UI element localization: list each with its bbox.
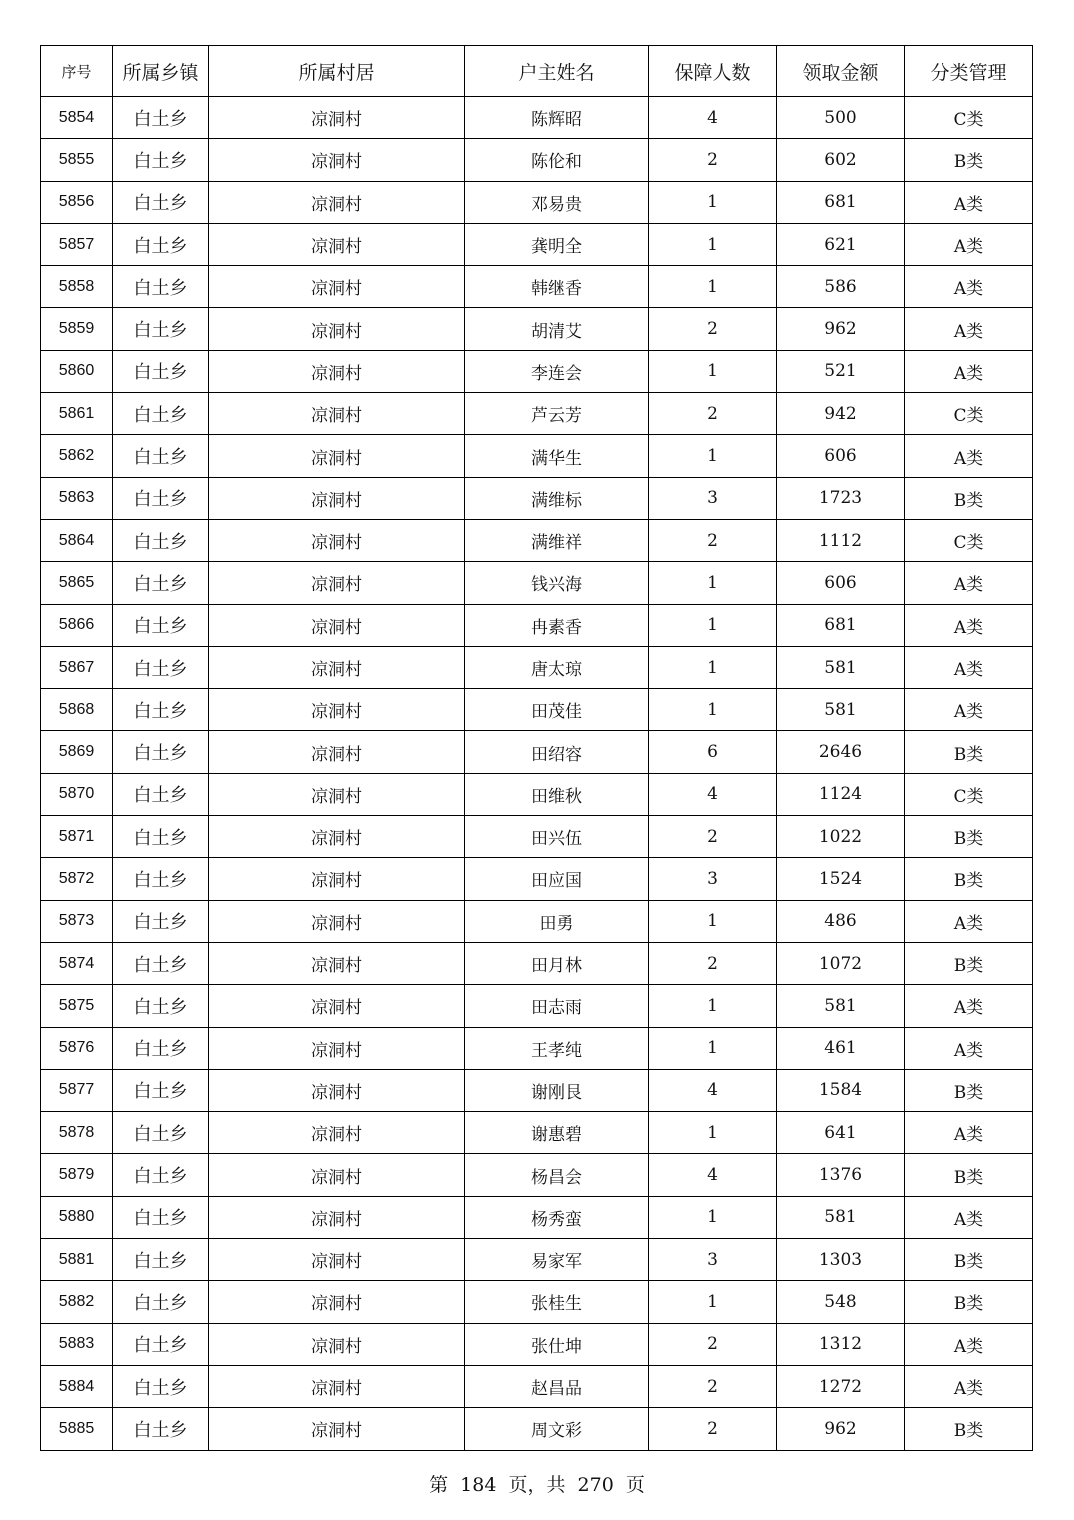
town-cell: 白土乡 bbox=[113, 435, 209, 477]
table-row bbox=[41, 900, 1033, 942]
category-cell: B类 bbox=[905, 1069, 1033, 1111]
category-cell: A类 bbox=[905, 604, 1033, 646]
householder-cell: 满华生 bbox=[465, 435, 649, 477]
persons-cell: 3 bbox=[649, 477, 777, 519]
seq-cell: 5854 bbox=[41, 97, 113, 139]
village-cell: 凉洞村 bbox=[209, 308, 465, 350]
table-row bbox=[41, 97, 1033, 139]
village-cell: 凉洞村 bbox=[209, 1069, 465, 1111]
seq-cell: 5862 bbox=[41, 435, 113, 477]
persons-cell: 1 bbox=[649, 1027, 777, 1069]
village-cell: 凉洞村 bbox=[209, 181, 465, 223]
village-cell: 凉洞村 bbox=[209, 646, 465, 688]
amount-cell: 1072 bbox=[777, 942, 905, 984]
table-row bbox=[41, 1408, 1033, 1450]
category-cell: B类 bbox=[905, 731, 1033, 773]
amount-cell: 1022 bbox=[777, 816, 905, 858]
amount-cell: 1584 bbox=[777, 1069, 905, 1111]
town-cell: 白土乡 bbox=[113, 350, 209, 392]
town-cell: 白土乡 bbox=[113, 900, 209, 942]
town-cell: 白土乡 bbox=[113, 477, 209, 519]
amount-cell: 586 bbox=[777, 266, 905, 308]
category-cell: A类 bbox=[905, 435, 1033, 477]
persons-cell: 4 bbox=[649, 1154, 777, 1196]
village-cell: 凉洞村 bbox=[209, 266, 465, 308]
seq-cell: 5861 bbox=[41, 393, 113, 435]
relief-table bbox=[40, 45, 1033, 1451]
seq-cell: 5885 bbox=[41, 1408, 113, 1450]
amount-cell: 1723 bbox=[777, 477, 905, 519]
village-cell: 凉洞村 bbox=[209, 773, 465, 815]
amount-cell: 500 bbox=[777, 97, 905, 139]
persons-cell: 1 bbox=[649, 985, 777, 1027]
seq-cell: 5859 bbox=[41, 308, 113, 350]
town-cell: 白土乡 bbox=[113, 223, 209, 265]
persons-cell: 1 bbox=[649, 266, 777, 308]
persons-cell: 1 bbox=[649, 646, 777, 688]
persons-cell: 1 bbox=[649, 350, 777, 392]
householder-cell: 杨昌会 bbox=[465, 1154, 649, 1196]
householder-cell: 田兴伍 bbox=[465, 816, 649, 858]
category-cell: A类 bbox=[905, 1196, 1033, 1238]
category-cell: B类 bbox=[905, 942, 1033, 984]
village-cell: 凉洞村 bbox=[209, 97, 465, 139]
town-cell: 白土乡 bbox=[113, 97, 209, 139]
householder-cell: 田应国 bbox=[465, 858, 649, 900]
householder-cell: 韩继香 bbox=[465, 266, 649, 308]
table-row bbox=[41, 562, 1033, 604]
table-row bbox=[41, 1112, 1033, 1154]
persons-cell: 2 bbox=[649, 139, 777, 181]
category-cell: B类 bbox=[905, 1408, 1033, 1450]
table-row bbox=[41, 1239, 1033, 1281]
seq-cell: 5880 bbox=[41, 1196, 113, 1238]
header-village: 所属村居 bbox=[209, 46, 465, 97]
village-cell: 凉洞村 bbox=[209, 1323, 465, 1365]
householder-cell: 芦云芳 bbox=[465, 393, 649, 435]
persons-cell: 2 bbox=[649, 942, 777, 984]
town-cell: 白土乡 bbox=[113, 1365, 209, 1407]
amount-cell: 2646 bbox=[777, 731, 905, 773]
village-cell: 凉洞村 bbox=[209, 223, 465, 265]
category-cell: A类 bbox=[905, 985, 1033, 1027]
category-cell: A类 bbox=[905, 223, 1033, 265]
householder-cell: 钱兴海 bbox=[465, 562, 649, 604]
seq-cell: 5867 bbox=[41, 646, 113, 688]
header-category: 分类管理 bbox=[905, 46, 1033, 97]
category-cell: B类 bbox=[905, 858, 1033, 900]
category-cell: A类 bbox=[905, 350, 1033, 392]
town-cell: 白土乡 bbox=[113, 139, 209, 181]
seq-cell: 5873 bbox=[41, 900, 113, 942]
seq-cell: 5884 bbox=[41, 1365, 113, 1407]
category-cell: B类 bbox=[905, 477, 1033, 519]
table-row bbox=[41, 1154, 1033, 1196]
village-cell: 凉洞村 bbox=[209, 477, 465, 519]
householder-cell: 邓易贵 bbox=[465, 181, 649, 223]
amount-cell: 1272 bbox=[777, 1365, 905, 1407]
amount-cell: 486 bbox=[777, 900, 905, 942]
amount-cell: 1376 bbox=[777, 1154, 905, 1196]
householder-cell: 田茂佳 bbox=[465, 689, 649, 731]
persons-cell: 3 bbox=[649, 1239, 777, 1281]
householder-cell: 杨秀蛮 bbox=[465, 1196, 649, 1238]
category-cell: A类 bbox=[905, 1365, 1033, 1407]
seq-cell: 5883 bbox=[41, 1323, 113, 1365]
table-header-row bbox=[41, 46, 1033, 97]
village-cell: 凉洞村 bbox=[209, 1408, 465, 1450]
persons-cell: 4 bbox=[649, 773, 777, 815]
persons-cell: 1 bbox=[649, 1112, 777, 1154]
table-row bbox=[41, 139, 1033, 181]
amount-cell: 606 bbox=[777, 562, 905, 604]
village-cell: 凉洞村 bbox=[209, 1112, 465, 1154]
persons-cell: 1 bbox=[649, 435, 777, 477]
header-amount: 领取金额 bbox=[777, 46, 905, 97]
amount-cell: 581 bbox=[777, 985, 905, 1027]
village-cell: 凉洞村 bbox=[209, 858, 465, 900]
householder-cell: 王孝纯 bbox=[465, 1027, 649, 1069]
town-cell: 白土乡 bbox=[113, 689, 209, 731]
householder-cell: 周文彩 bbox=[465, 1408, 649, 1450]
table-row bbox=[41, 1027, 1033, 1069]
persons-cell: 2 bbox=[649, 816, 777, 858]
town-cell: 白土乡 bbox=[113, 1323, 209, 1365]
persons-cell: 2 bbox=[649, 393, 777, 435]
category-cell: B类 bbox=[905, 816, 1033, 858]
town-cell: 白土乡 bbox=[113, 266, 209, 308]
amount-cell: 1312 bbox=[777, 1323, 905, 1365]
persons-cell: 1 bbox=[649, 689, 777, 731]
persons-cell: 6 bbox=[649, 731, 777, 773]
table-row bbox=[41, 942, 1033, 984]
householder-cell: 赵昌品 bbox=[465, 1365, 649, 1407]
persons-cell: 1 bbox=[649, 1281, 777, 1323]
seq-cell: 5869 bbox=[41, 731, 113, 773]
amount-cell: 602 bbox=[777, 139, 905, 181]
town-cell: 白土乡 bbox=[113, 1408, 209, 1450]
category-cell: A类 bbox=[905, 562, 1033, 604]
seq-cell: 5882 bbox=[41, 1281, 113, 1323]
town-cell: 白土乡 bbox=[113, 1112, 209, 1154]
table-row bbox=[41, 308, 1033, 350]
header-town: 所属乡镇 bbox=[113, 46, 209, 97]
town-cell: 白土乡 bbox=[113, 942, 209, 984]
amount-cell: 1112 bbox=[777, 519, 905, 561]
town-cell: 白土乡 bbox=[113, 604, 209, 646]
table-row bbox=[41, 477, 1033, 519]
amount-cell: 606 bbox=[777, 435, 905, 477]
householder-cell: 谢惠碧 bbox=[465, 1112, 649, 1154]
table-row bbox=[41, 816, 1033, 858]
persons-cell: 4 bbox=[649, 1069, 777, 1111]
persons-cell: 2 bbox=[649, 308, 777, 350]
village-cell: 凉洞村 bbox=[209, 985, 465, 1027]
table-row bbox=[41, 1323, 1033, 1365]
village-cell: 凉洞村 bbox=[209, 393, 465, 435]
village-cell: 凉洞村 bbox=[209, 604, 465, 646]
table-row bbox=[41, 266, 1033, 308]
village-cell: 凉洞村 bbox=[209, 942, 465, 984]
category-cell: A类 bbox=[905, 1112, 1033, 1154]
seq-cell: 5870 bbox=[41, 773, 113, 815]
householder-cell: 田维秋 bbox=[465, 773, 649, 815]
amount-cell: 681 bbox=[777, 181, 905, 223]
seq-cell: 5857 bbox=[41, 223, 113, 265]
category-cell: C类 bbox=[905, 519, 1033, 561]
table-row bbox=[41, 985, 1033, 1027]
village-cell: 凉洞村 bbox=[209, 900, 465, 942]
householder-cell: 易家军 bbox=[465, 1239, 649, 1281]
category-cell: B类 bbox=[905, 1239, 1033, 1281]
village-cell: 凉洞村 bbox=[209, 689, 465, 731]
seq-cell: 5860 bbox=[41, 350, 113, 392]
town-cell: 白土乡 bbox=[113, 858, 209, 900]
village-cell: 凉洞村 bbox=[209, 435, 465, 477]
table-row bbox=[41, 223, 1033, 265]
householder-cell: 田月林 bbox=[465, 942, 649, 984]
seq-cell: 5878 bbox=[41, 1112, 113, 1154]
category-cell: B类 bbox=[905, 1281, 1033, 1323]
amount-cell: 962 bbox=[777, 308, 905, 350]
amount-cell: 1124 bbox=[777, 773, 905, 815]
householder-cell: 唐太琼 bbox=[465, 646, 649, 688]
seq-cell: 5881 bbox=[41, 1239, 113, 1281]
category-cell: A类 bbox=[905, 1323, 1033, 1365]
village-cell: 凉洞村 bbox=[209, 1196, 465, 1238]
town-cell: 白土乡 bbox=[113, 646, 209, 688]
village-cell: 凉洞村 bbox=[209, 1239, 465, 1281]
village-cell: 凉洞村 bbox=[209, 1154, 465, 1196]
amount-cell: 621 bbox=[777, 223, 905, 265]
seq-cell: 5865 bbox=[41, 562, 113, 604]
amount-cell: 942 bbox=[777, 393, 905, 435]
header-householder: 户主姓名 bbox=[465, 46, 649, 97]
persons-cell: 1 bbox=[649, 1196, 777, 1238]
seq-cell: 5864 bbox=[41, 519, 113, 561]
table-row bbox=[41, 181, 1033, 223]
persons-cell: 1 bbox=[649, 604, 777, 646]
householder-cell: 满维祥 bbox=[465, 519, 649, 561]
seq-cell: 5855 bbox=[41, 139, 113, 181]
seq-cell: 5874 bbox=[41, 942, 113, 984]
village-cell: 凉洞村 bbox=[209, 519, 465, 561]
amount-cell: 681 bbox=[777, 604, 905, 646]
seq-cell: 5863 bbox=[41, 477, 113, 519]
table-row bbox=[41, 1281, 1033, 1323]
persons-cell: 1 bbox=[649, 562, 777, 604]
table-row bbox=[41, 689, 1033, 731]
category-cell: A类 bbox=[905, 900, 1033, 942]
householder-cell: 田绍容 bbox=[465, 731, 649, 773]
amount-cell: 581 bbox=[777, 1196, 905, 1238]
village-cell: 凉洞村 bbox=[209, 350, 465, 392]
seq-cell: 5877 bbox=[41, 1069, 113, 1111]
householder-cell: 张仕坤 bbox=[465, 1323, 649, 1365]
category-cell: A类 bbox=[905, 646, 1033, 688]
village-cell: 凉洞村 bbox=[209, 731, 465, 773]
town-cell: 白土乡 bbox=[113, 816, 209, 858]
seq-cell: 5868 bbox=[41, 689, 113, 731]
persons-cell: 1 bbox=[649, 223, 777, 265]
village-cell: 凉洞村 bbox=[209, 1365, 465, 1407]
town-cell: 白土乡 bbox=[113, 562, 209, 604]
persons-cell: 2 bbox=[649, 1365, 777, 1407]
persons-cell: 1 bbox=[649, 181, 777, 223]
village-cell: 凉洞村 bbox=[209, 1281, 465, 1323]
householder-cell: 胡清艾 bbox=[465, 308, 649, 350]
seq-cell: 5875 bbox=[41, 985, 113, 1027]
amount-cell: 962 bbox=[777, 1408, 905, 1450]
persons-cell: 1 bbox=[649, 900, 777, 942]
householder-cell: 满维标 bbox=[465, 477, 649, 519]
householder-cell: 冉素香 bbox=[465, 604, 649, 646]
amount-cell: 548 bbox=[777, 1281, 905, 1323]
table-row bbox=[41, 604, 1033, 646]
table-row bbox=[41, 393, 1033, 435]
householder-cell: 谢刚艮 bbox=[465, 1069, 649, 1111]
householder-cell: 田志雨 bbox=[465, 985, 649, 1027]
town-cell: 白土乡 bbox=[113, 181, 209, 223]
category-cell: A类 bbox=[905, 181, 1033, 223]
page-footer: 第 184 页，共 270 页 bbox=[429, 1474, 645, 1496]
town-cell: 白土乡 bbox=[113, 393, 209, 435]
seq-cell: 5872 bbox=[41, 858, 113, 900]
seq-cell: 5871 bbox=[41, 816, 113, 858]
householder-cell: 田勇 bbox=[465, 900, 649, 942]
amount-cell: 1524 bbox=[777, 858, 905, 900]
amount-cell: 581 bbox=[777, 646, 905, 688]
amount-cell: 581 bbox=[777, 689, 905, 731]
householder-cell: 陈伦和 bbox=[465, 139, 649, 181]
amount-cell: 521 bbox=[777, 350, 905, 392]
table-row bbox=[41, 519, 1033, 561]
seq-cell: 5879 bbox=[41, 1154, 113, 1196]
town-cell: 白土乡 bbox=[113, 519, 209, 561]
town-cell: 白土乡 bbox=[113, 985, 209, 1027]
persons-cell: 2 bbox=[649, 1408, 777, 1450]
category-cell: C类 bbox=[905, 393, 1033, 435]
header-persons: 保障人数 bbox=[649, 46, 777, 97]
village-cell: 凉洞村 bbox=[209, 1027, 465, 1069]
householder-cell: 陈辉昭 bbox=[465, 97, 649, 139]
town-cell: 白土乡 bbox=[113, 731, 209, 773]
category-cell: C类 bbox=[905, 773, 1033, 815]
seq-cell: 5858 bbox=[41, 266, 113, 308]
town-cell: 白土乡 bbox=[113, 1069, 209, 1111]
householder-cell: 龚明全 bbox=[465, 223, 649, 265]
table-body bbox=[41, 97, 1033, 1451]
town-cell: 白土乡 bbox=[113, 308, 209, 350]
table-row bbox=[41, 731, 1033, 773]
town-cell: 白土乡 bbox=[113, 1154, 209, 1196]
town-cell: 白土乡 bbox=[113, 773, 209, 815]
document-sheet bbox=[40, 45, 1033, 1451]
category-cell: B类 bbox=[905, 1154, 1033, 1196]
table-row bbox=[41, 646, 1033, 688]
category-cell: B类 bbox=[905, 139, 1033, 181]
village-cell: 凉洞村 bbox=[209, 139, 465, 181]
householder-cell: 李连会 bbox=[465, 350, 649, 392]
table-row bbox=[41, 350, 1033, 392]
table-row bbox=[41, 1365, 1033, 1407]
category-cell: A类 bbox=[905, 308, 1033, 350]
table-row bbox=[41, 858, 1033, 900]
town-cell: 白土乡 bbox=[113, 1239, 209, 1281]
town-cell: 白土乡 bbox=[113, 1281, 209, 1323]
village-cell: 凉洞村 bbox=[209, 562, 465, 604]
category-cell: A类 bbox=[905, 689, 1033, 731]
seq-cell: 5856 bbox=[41, 181, 113, 223]
town-cell: 白土乡 bbox=[113, 1196, 209, 1238]
seq-cell: 5876 bbox=[41, 1027, 113, 1069]
category-cell: A类 bbox=[905, 1027, 1033, 1069]
town-cell: 白土乡 bbox=[113, 1027, 209, 1069]
amount-cell: 1303 bbox=[777, 1239, 905, 1281]
persons-cell: 2 bbox=[649, 1323, 777, 1365]
table-row bbox=[41, 1196, 1033, 1238]
persons-cell: 4 bbox=[649, 97, 777, 139]
amount-cell: 641 bbox=[777, 1112, 905, 1154]
persons-cell: 2 bbox=[649, 519, 777, 561]
householder-cell: 张桂生 bbox=[465, 1281, 649, 1323]
category-cell: C类 bbox=[905, 97, 1033, 139]
table-row bbox=[41, 1069, 1033, 1111]
seq-cell: 5866 bbox=[41, 604, 113, 646]
table-row bbox=[41, 773, 1033, 815]
village-cell: 凉洞村 bbox=[209, 816, 465, 858]
table-row bbox=[41, 435, 1033, 477]
category-cell: A类 bbox=[905, 266, 1033, 308]
persons-cell: 3 bbox=[649, 858, 777, 900]
amount-cell: 461 bbox=[777, 1027, 905, 1069]
header-seq: 序号 bbox=[41, 46, 113, 97]
